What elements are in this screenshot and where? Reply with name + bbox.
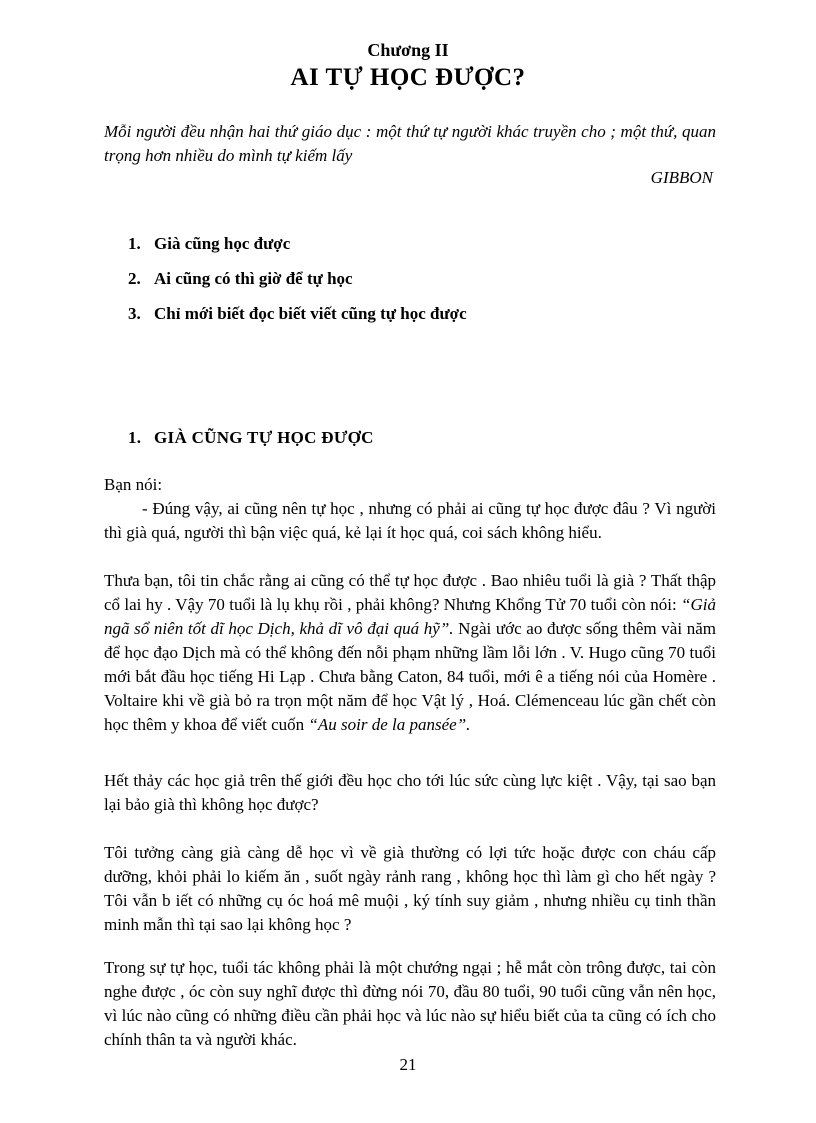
- outline-item-label: Già cũng học được: [154, 234, 291, 253]
- paragraph-dialog: - Đúng vậy, ai cũng nên tự học , nhưng có phải ai cũng tự học được đâu ? Vì người thì già quá, người thì bận việc quá, kẻ lại ít học quá, coi sách không hiểu.: [104, 499, 716, 542]
- outline-item: [128, 267, 467, 302]
- confucius-quote: “Giả ngã sổ niên tốt dĩ học Dịch, khả dĩ vô đại quá hỹ”.: [104, 595, 716, 638]
- epigraph-author: GIBBON: [650, 168, 713, 187]
- paragraph-conclusion: Trong sự tự học, tuổi tác không phải là một chướng ngại ; hễ mắt còn trông được, tai còn nghe được , óc còn suy nghĩ được thì đừng nói 70, đầu 80 tuổi, 90 tuổi cũng vẫn nên học, vì lúc nào cũng có những điều cần phải học và lúc nào sự hiểu biết của ta cũng có ích cho chính thân ta và người khác.: [104, 958, 716, 1049]
- outline-item: [128, 302, 467, 337]
- outline-item-number: 1.: [128, 234, 141, 253]
- paragraph-text: Ngài ước ao được sống thêm vài năm để học đạo Dịch mà có thể không đến nỗi phạm những lầm lỗi lớn . V. Hugo cũng 70 tuổi mới bắt đầu học tiếng Hi Lạp . Chưa bằng Caton, 84 tuổi, mới ê a tiếng nói của Homère . Voltaire khi về già bỏ ra trọn một năm để học Vật lý , Hoá. Clémenceau lúc gần chết còn học thêm y khoa để viết cuốn: [104, 619, 716, 734]
- outline-item-label: Ai cũng có thì giờ để tự học: [154, 269, 353, 288]
- book-title: “Au soir de la pansée”.: [308, 715, 471, 734]
- paragraph-age-examples: [104, 569, 716, 737]
- section-heading: [128, 428, 374, 448]
- epigraph-quote: Mỗi người đều nhận hai thứ giáo dục : một thứ tự người khác truyền cho ; một thứ, quan trọng hơn nhiều do mình tự kiếm lấy: [104, 122, 716, 165]
- paragraph-old-age: Tôi tưởng càng già càng dễ học vì về già thường có lợi tức hoặc được con cháu cấp dưỡng, khỏi phải lo kiếm ăn , suốt ngày rảnh rang , không học thì làm gì cho hết ngày ? Tôi vẫn b iết có những cụ óc hoá mê muội , ký tính suy giảm , nhưng nhiều cụ tinh thần minh mẫn thì tại sao lại không học ?: [104, 843, 716, 934]
- paragraph-intro: Bạn nói:: [104, 475, 163, 494]
- section-title: GIÀ CŨNG TỰ HỌC ĐƯỢC: [154, 428, 374, 447]
- outline-item: [128, 232, 467, 267]
- chapter-title: AI TỰ HỌC ĐƯỢC?: [290, 64, 526, 91]
- chapter-label: Chương II: [367, 40, 449, 60]
- outline-item-number: 2.: [128, 269, 141, 288]
- section-number: 1.: [128, 428, 142, 447]
- paragraph-text: Thưa bạn, tôi tin chắc rằng ai cũng có thể tự học được . Bao nhiêu tuổi là già ? Thất thập cổ lai hy . Vậy 70 tuổi là lụ khụ rồi , phải không? Nhưng Khổng Tử 70 tuổi còn nói:: [104, 571, 716, 614]
- paragraph-scholars: Hết thảy các học giả trên thế giới đều học cho tới lúc sức cùng lực kiệt . Vậy, tại sao bạn lại bảo già thì không học được?: [104, 771, 716, 814]
- chapter-outline: [128, 232, 467, 337]
- outline-item-number: 3.: [128, 304, 141, 323]
- page-number: 21: [399, 1055, 417, 1074]
- outline-item-label: Chỉ mới biết đọc biết viết cũng tự học được: [154, 304, 467, 323]
